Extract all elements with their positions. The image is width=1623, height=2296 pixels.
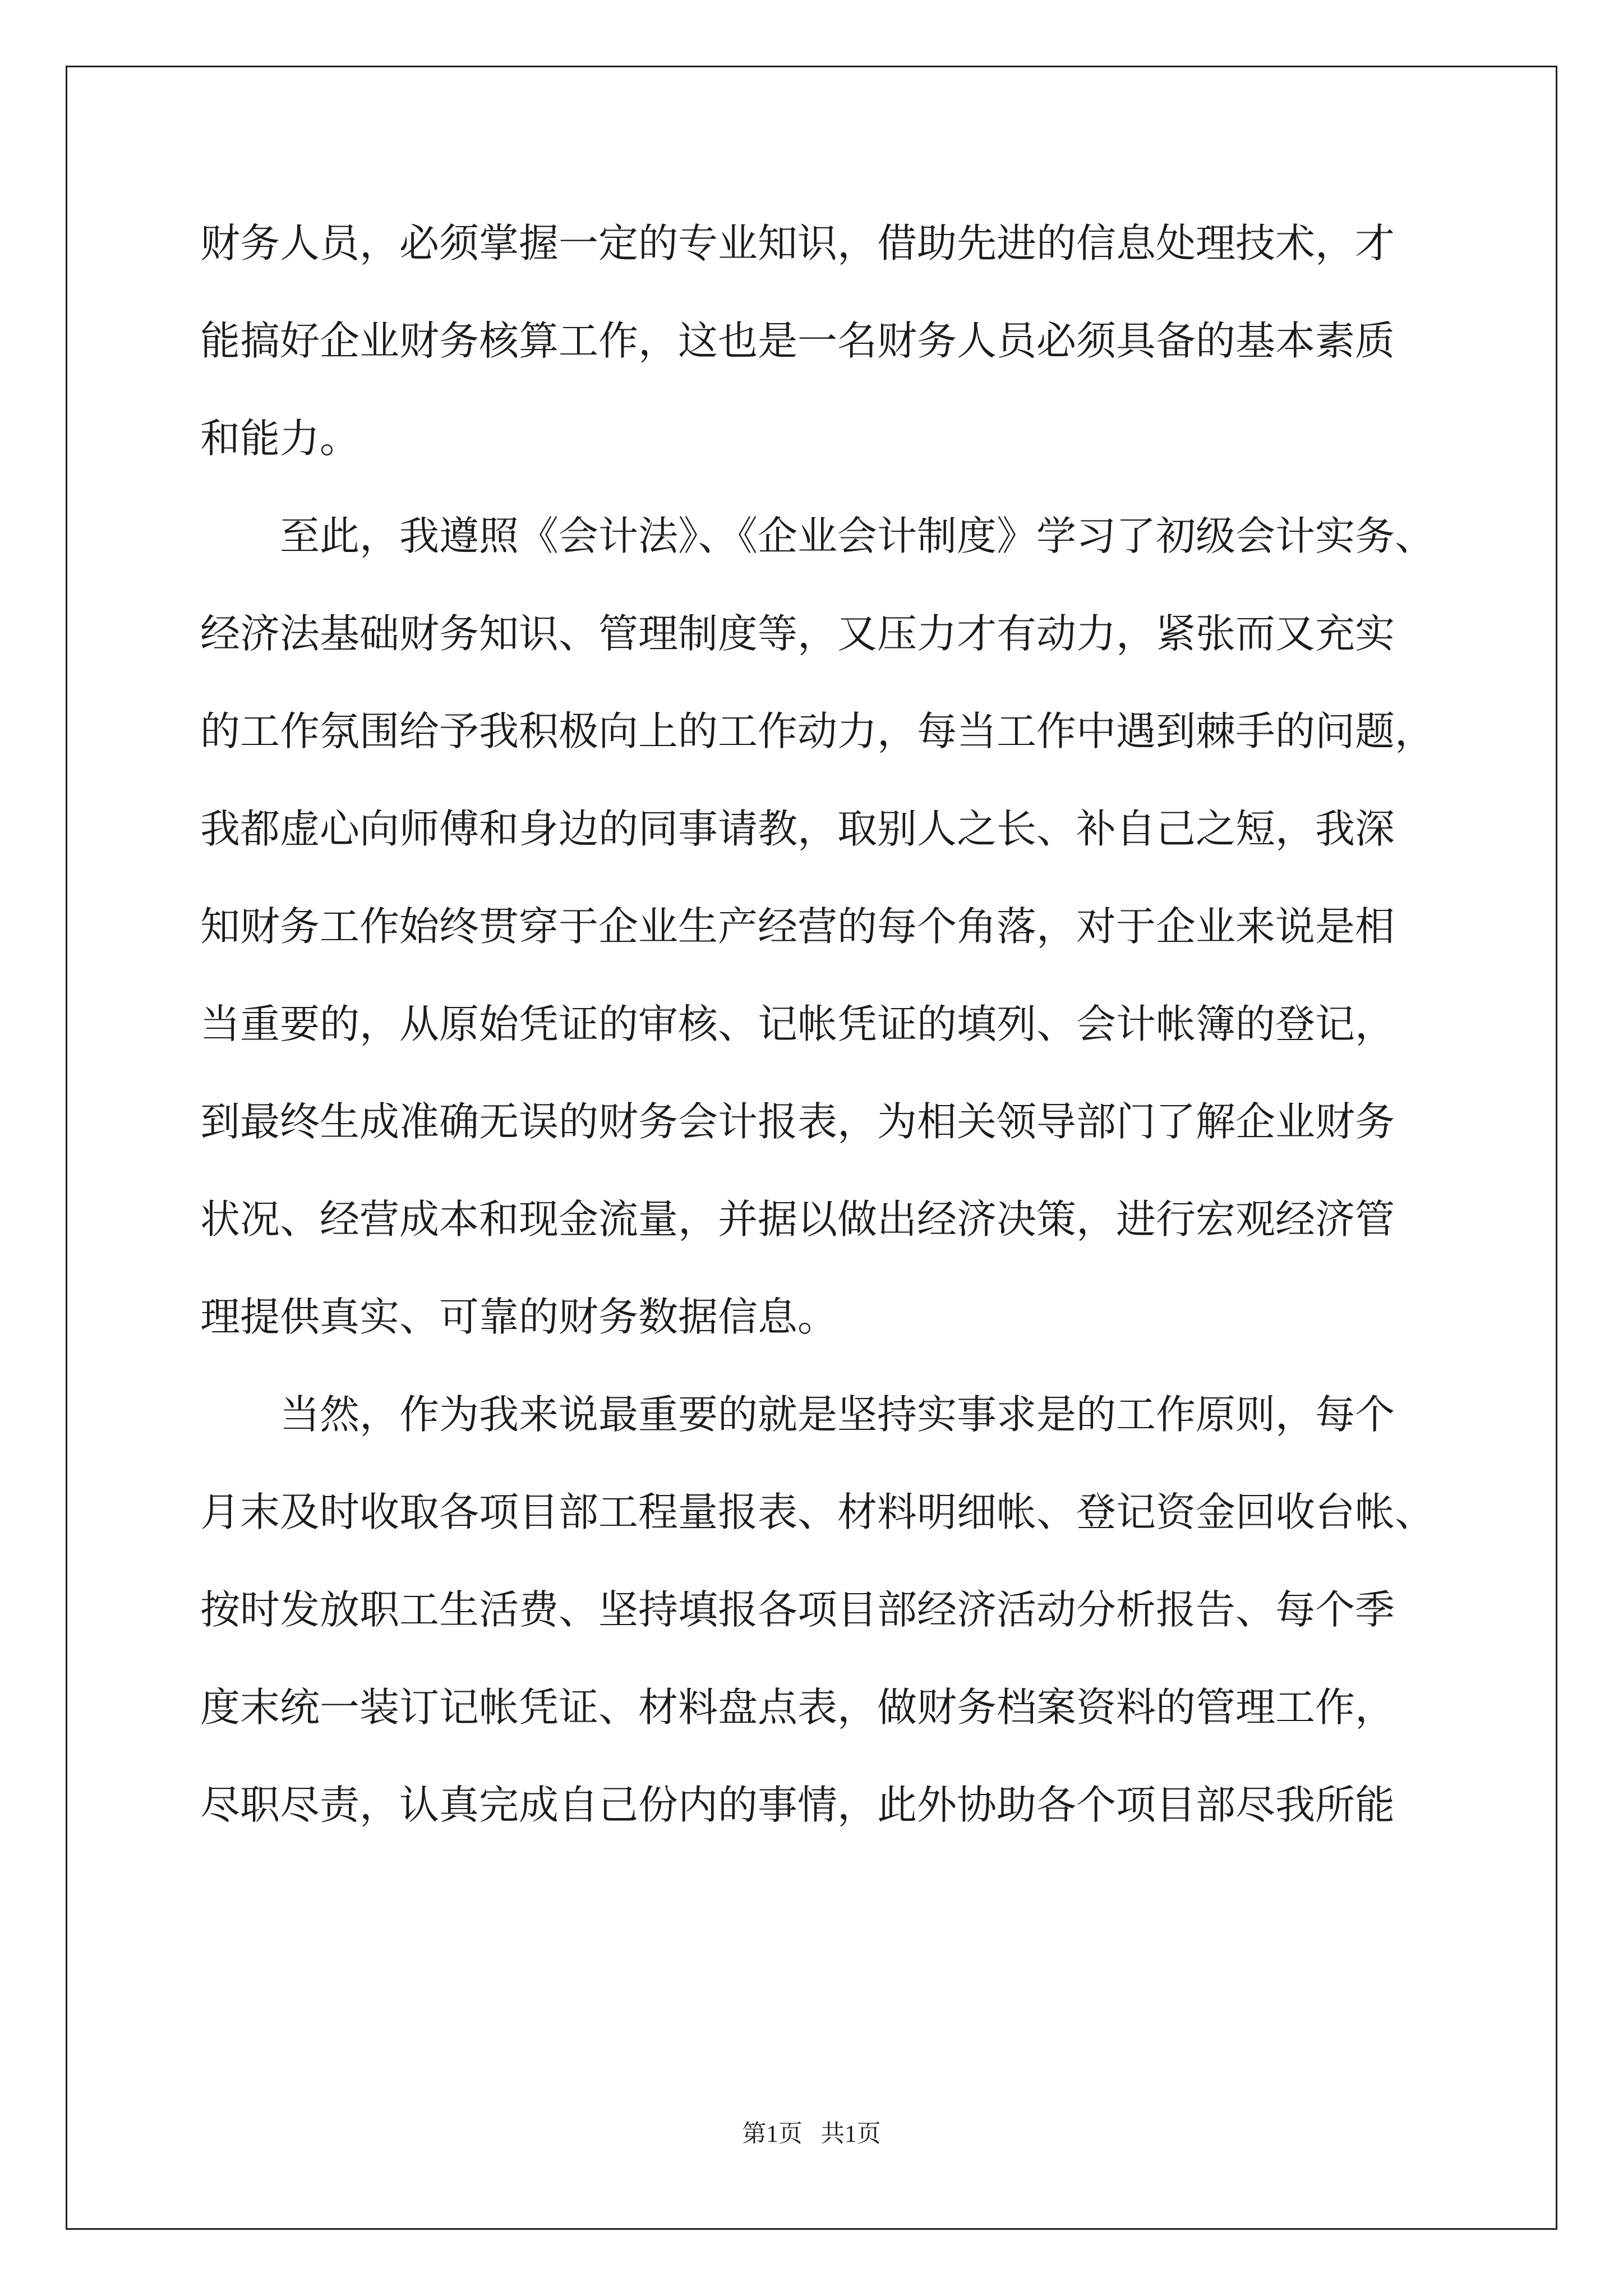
text-line: 当然，作为我来说最重要的就是坚持实事求是的工作原则，每个	[280, 1391, 1395, 1438]
text-line: 当重要的，从原始凭证的审核、记帐凭证的填列、会计帐簿的登记，	[200, 1001, 1395, 1047]
text-line: 月末及时收取各项目部工程量报表、材料明细帐、登记资金回收台帐、	[200, 1489, 1435, 1535]
text-line: 至此，我遵照《会计法》、《企业会计制度》学习了初级会计实务、	[280, 513, 1435, 559]
text-line: 经济法基础财务知识、管理制度等，又压力才有动力，紧张而又充实	[200, 610, 1395, 657]
text-line: 状况、经营成本和现金流量，并据以做出经济决策，进行宏观经济管	[200, 1196, 1395, 1243]
text-line: 的工作氛围给予我积极向上的工作动力，每当工作中遇到棘手的问题，	[200, 708, 1435, 754]
page-number: 第1页 共1页	[742, 2121, 881, 2147]
text-line: 能搞好企业财务核算工作，这也是一名财务人员必须具备的基本素质	[200, 318, 1395, 364]
text-line: 理提供真实、可靠的财务数据信息。	[200, 1294, 838, 1340]
text-line: 和能力。	[200, 415, 360, 462]
text-line: 按时发放职工生活费、坚持填报各项目部经济活动分析报告、每个季	[200, 1586, 1395, 1633]
text-line: 知财务工作始终贯穿于企业生产经营的每个角落，对于企业来说是相	[200, 903, 1395, 950]
text-line: 度末统一装订记帐凭证、材料盘点表，做财务档案资料的管理工作，	[200, 1684, 1395, 1731]
text-line: 我都虚心向师傅和身边的同事请教，取别人之长、补自己之短，我深	[200, 806, 1395, 852]
text-line: 到最终生成准确无误的财务会计报表，为相关领导部门了解企业财务	[200, 1098, 1395, 1145]
text-line: 尽职尽责，认真完成自己份内的事情，此外协助各个项目部尽我所能	[200, 1782, 1395, 1828]
text-line: 财务人员，必须掌握一定的专业知识，借助先进的信息处理技术，才	[200, 220, 1395, 266]
